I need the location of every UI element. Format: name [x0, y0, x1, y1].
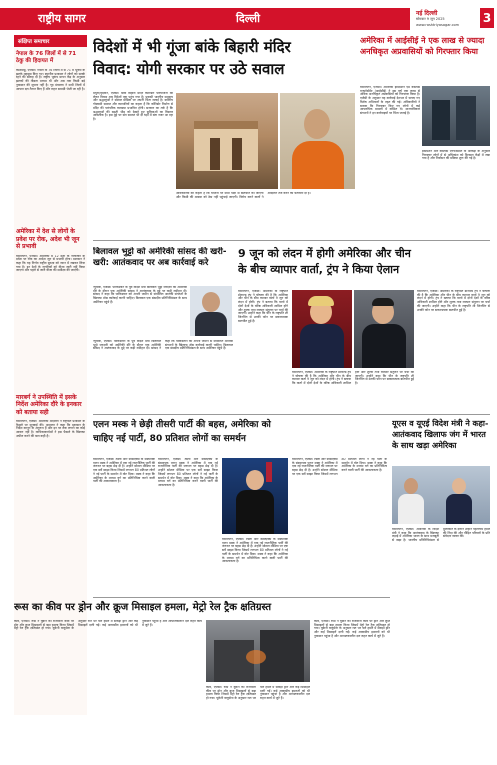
- right-story-body2: इमिग्रेशन और कस्टम्स एनफोर्समेंट के आंकड़ों के अनुसार गिरफ्तार लोगों में से अधिकांश को हिरासत केंद्रों में रखा गया है और निर्वासन की प्रक्रिया शुरू की गई है।: [422, 150, 490, 161]
- trade-body-right: वाशिंगटन, एजेंसी। अमेरिका के राष्ट्रपति डोनाल्ड ट्रंप ने घोषणा की है कि अमेरिका और चीन के बीच व्यापार वार्ता 9 जून को लंदन में होगी। ट्रंप ने बताया कि वार्ता में दोनों देशों के वरिष्ठ अधिकारी शामिल होंगे और शुल्क तथा व्यापार संतुलन पर चर्चा की जाएगी। उन्होंने कहा कि चीन के राष्ट्रपति शी जिनपिंग से उनकी फोन पर सकारात्मक बातचीत हुई है।: [417, 290, 490, 312]
- temple-photo: [176, 93, 278, 189]
- dateline-date: सोमवार 9 जून 2025: [416, 17, 445, 21]
- musk-body-2: वाशिंगटन, एजेंसी। टेस्ला और स्पेसएक्स के संस्थापक एलन मस्क ने अमेरिका में एक नई राजनीतिक पार्टी की जरूरत पर बहस छेड़ दी है। उन्होंने सोशल मीडिया पर एक सर्वे साझा किया जिसमें लगभग 80 प्रतिशत लोगों ने नई पार्टी के समर्थन में वोट दिया। मस्क ने कहा कि अमेरिका के मध्यम वर्ग का प्रतिनिधित्व करने वाली पार्टी की आवश्यकता है।: [158, 458, 218, 487]
- dateline-city: नई दिल्ली: [416, 10, 438, 17]
- bilawal-body: न्यूयॉर्क, एजेंसी। पाकिस्तान के पूर्व विदेश मंत्री बिलावल भुट्टो जरदारी को अमेरिकी दौरे के दौरान एक अमेरिकी सांसद ने आतंकवाद के मुद्दे पर कड़ी नसीहत दी। सांसद ने कहा कि पाकिस्तान को अपनी जमीन से संचालित आतंकी संगठनों के खिलाफ ठोस कार्रवाई करनी चाहिए। बिलावल एक संसदीय प्रतिनिधिमंडल के साथ अमेरिका पहुंचे हैं।: [93, 286, 187, 304]
- ice-photo: [422, 86, 490, 146]
- musk-headline: [93, 418, 383, 454]
- trade-headline-line1: 9 जून को लंदन में होगी अमेरिका और चीन: [238, 247, 411, 260]
- musk-body-3: वाशिंगटन, एजेंसी। टेस्ला और स्पेसएक्स के संस्थापक एलन मस्क ने अमेरिका में एक नई राजनीतिक पार्टी की जरूरत पर बहस छेड़ दी है। उन्होंने सोशल मीडिया पर एक सर्वे साझा किया जिसमें लगभग 80 प्रतिशत लोगों ने नई पार्टी के समर्थन में वोट दिया। मस्क ने कहा कि अमेरिका के मध्यम वर्ग का प्रतिनिधित्व करने वाली पार्टी की आवश्यकता है।: [222, 538, 288, 564]
- right-story-body: वाशिंगटन, एजेंसी। अमेरिकी इमिग्रेशन एंड कस्टम्स एनफोर्समेंट (आईसीई) ने इस वर्ष एक लाख से अधिक अनधिकृत अप्रवासियों को गिरफ्तार किया है। एजेंसी के अनुसार यह कार्रवाई देशभर में चलाए गए विशेष अभियानों के तहत की गई। अधिकारियों ने बताया कि गिरफ्तार किए गए लोगों में कई आपराधिक मामलों में वांछित थे। मानवाधिकार संगठनों ने इन कार्रवाइयों पर चिंता जताई है।: [360, 86, 420, 115]
- edition-name: दिल्ली: [236, 12, 260, 25]
- right-story-headline: अमेरिका में आईसीई ने एक लाख से ज्यादा अनधिकृत अप्रवासियों को गिरफ्तार किया: [360, 36, 485, 56]
- brand-name: राष्ट्रीय सागर: [38, 12, 86, 25]
- trade-headline-line2: के बीच व्यापार वार्ता, ट्रंप ने किया ऐलान: [238, 263, 400, 276]
- lead-headline-line2: विवाद: योगी सरकार पर उठे सवाल: [93, 60, 285, 78]
- sidebar-story1-headline: नेपाल के 76 जिलों में से 71 ठेकु की हिदायत में: [16, 51, 77, 64]
- page-number: 3: [480, 8, 494, 28]
- russia-body-3: कीव, एजेंसी। रूस ने यूक्रेन की राजधानी कीव पर ड्रोन और क्रूज मिसाइलों से बड़ा हमला किया जिसमें मेट्रो रेल ट्रैक क्षतिग्रस्त हो गया। यूक्रेनी वायुसेना के अनुसार रात भर चले हमले में सैकड़ों ड्रोन और कई मिसाइलें दागी गईं। कई आवासीय इमारतों को भी नुकसान पहुंचा है और आपातकालीन दल राहत कार्य में जुटे हैं।: [314, 620, 390, 638]
- russia-body-2: कीव, एजेंसी। रूस ने यूक्रेन की राजधानी कीव पर ड्रोन और क्रूज मिसाइलों से बड़ा हमला किया जिसमें मेट्रो रेल ट्रैक क्षतिग्रस्त हो गया। यूक्रेनी वायुसेना के अनुसार रात भर चले हमले में सैकड़ों ड्रोन और कई मिसाइलें दागी गईं। कई आवासीय इमारतों को भी नुकसान पहुंचा है और आपातकालीन दल राहत कार्य में जुटे हैं।: [206, 686, 310, 701]
- musk-headline-line2: चाहिए नई पार्टी, 80 प्रतिशत लोगों का समर्थन: [93, 434, 246, 444]
- uae-body: वाशिंगटन, एजेंसी। अमेरिका के विदेश मंत्री ने कहा कि आतंकवाद के खिलाफ लड़ाई में अमेरिका भारत के साथ मजबूती से खड़ा है। भारतीय प्रतिनिधिमंडल से मुलाकात के दौरान उन्होंने पहलगाम हमले की निंदा की और पीड़ित परिवारों के प्रति संवेदना व्यक्त की।: [392, 528, 490, 543]
- sidebar-story3-headline: मारबर्ग ने उपस्थिति में इसके निर्देश अमेरिका दौरे के इनकार को बताया सही: [16, 393, 82, 416]
- sidebar-story1-body: काठमांडू, एजेंसी। नेपाल के 76 जिलों में से 71 में भूकंप के झटके महसूस किए गए। स्थानीय प्रशासन ने लोगों को सतर्क रहने की सलाह दी है। राष्ट्रीय भूकंप मापन केंद्र के अनुसार झटकों की तीव्रता मध्यम थी और अब तक किसी बड़े नुकसान की सूचना नहीं है। गृह मंत्रालय ने सभी जिलों में आपात दल तैनात किए हैं और राहत सामग्री भेजी जा रही है।: [16, 69, 85, 91]
- bilawal-photo: [190, 286, 232, 336]
- sidebar-story2-headline: अमेरिका में देश से लोगों के प्रवेश पर रोक, अदेश भी जून से प्रभावी: [16, 228, 80, 250]
- trade-body: वाशिंगटन, एजेंसी। अमेरिका के राष्ट्रपति डोनाल्ड ट्रंप ने घोषणा की है कि अमेरिका और चीन के बीच व्यापार वार्ता 9 जून को लंदन में होगी। ट्रंप ने बताया कि वार्ता में दोनों देशों के वरिष्ठ अधिकारी शामिल होंगे और शुल्क तथा व्यापार संतुलन पर चर्चा की जाएगी। उन्होंने कहा कि चीन के राष्ट्रपति शी जिनपिंग से उनकी फोन पर सकारात्मक बातचीत हुई है।: [238, 290, 288, 323]
- lead-body-continued: अधिकारियों का कहना है कि योजना पर सभी पक्षों से बातचीत की जाएगी और किसी की आस्था को ठेस नहीं पहुंचाई जाएगी। विरोध करने वालों ने आंदोलन तेज करने की चेतावनी दी है।: [176, 192, 311, 199]
- uae-headline: यूएस व यूएई विदेश मंत्री ने कहा- आतंकवाद खिलाफ जंग में भारत के साथ खड़ा अमेरिका: [392, 419, 489, 450]
- musk-headline-line1: एलन मस्क ने छेड़ी तीसरी पार्टी की बहस, अमेरिका को: [93, 420, 271, 430]
- russia-headline: रूस का कीव पर ड्रोन और क्रूज मिसाइल हमला, मेट्रो रेल ट्रैक क्षतिग्रस्त: [14, 602, 272, 613]
- lead-headline-line1: विदेशों में भी गूंजा बांके बिहारी मंदिर: [93, 38, 291, 56]
- yogi-photo: [280, 93, 355, 189]
- musk-body-4: वाशिंगटन, एजेंसी। टेस्ला और स्पेसएक्स के संस्थापक एलन मस्क ने अमेरिका में एक नई राजनीतिक पार्टी की जरूरत पर बहस छेड़ दी है। उन्होंने सोशल मीडिया पर एक सर्वे साझा किया जिसमें लगभग 80 प्रतिशत लोगों ने नई पार्टी के समर्थन में वोट दिया। मस्क ने कहा कि अमेरिका के मध्यम वर्ग का प्रतिनिधित्व करने वाली पार्टी की आवश्यकता है।: [292, 458, 387, 476]
- uae-photo: [392, 466, 490, 524]
- bilawal-body-continued: न्यूयॉर्क, एजेंसी। पाकिस्तान के पूर्व विदेश मंत्री बिलावल भुट्टो जरदारी को अमेरिकी दौरे के दौरान एक अमेरिकी सांसद ने आतंकवाद के मुद्दे पर कड़ी नसीहत दी। सांसद ने कहा कि पाकिस्तान को अपनी जमीन से संचालित आतंकी संगठनों के खिलाफ ठोस कार्रवाई करनी चाहिए। बिलावल एक संसदीय प्रतिनिधिमंडल के साथ अमेरिका पहुंचे हैं।: [93, 340, 233, 351]
- xi-photo: [354, 290, 414, 368]
- trump-photo: [292, 290, 352, 368]
- lead-headline: [93, 36, 355, 88]
- sidebar-story3-body: वाशिंगटन, एजेंसी। अमेरिकी अदालत ने राष्ट्रपति प्रशासन के फैसले पर सुनवाई की। अदालत ने कहा कि प्रशासन के निर्देश कानून के अनुरूप हैं और इन पर रोक लगाने का कोई आधार नहीं है। याचिकाकर्ताओं ने इस फैसले के खिलाफ अपील करने की बात कही है।: [16, 420, 85, 438]
- trade-headline: [238, 246, 490, 286]
- russia-body: कीव, एजेंसी। रूस ने यूक्रेन की राजधानी कीव पर ड्रोन और क्रूज मिसाइलों से बड़ा हमला किया जिसमें मेट्रो रेल ट्रैक क्षतिग्रस्त हो गया। यूक्रेनी वायुसेना के अनुसार रात भर चले हमले में सैकड़ों ड्रोन और कई मिसाइलें दागी गईं। कई आवासीय इमारतों को भी नुकसान पहुंचा है और आपातकालीन दल राहत कार्य में जुटे हैं।: [14, 620, 202, 631]
- musk-photo: [222, 458, 288, 534]
- musk-body: वाशिंगटन, एजेंसी। टेस्ला और स्पेसएक्स के संस्थापक एलन मस्क ने अमेरिका में एक नई राजनीतिक पार्टी की जरूरत पर बहस छेड़ दी है। उन्होंने सोशल मीडिया पर एक सर्वे साझा किया जिसमें लगभग 80 प्रतिशत लोगों ने नई पार्टी के समर्थन में वोट दिया। मस्क ने कहा कि अमेरिका के मध्यम वर्ग का प्रतिनिधित्व करने वाली पार्टी की आवश्यकता है।: [93, 458, 155, 484]
- sidebar-story2-body: वाशिंगटन, एजेंसी। अमेरिका में 12 देशों के नागरिकों के प्रवेश पर रोक का आदेश जून से प्रभावी होगा। प्रशासन ने कहा कि यह निर्णय राष्ट्रीय सुरक्षा को ध्यान में रखकर लिया गया है। इन देशों के नागरिकों को वीजा जारी नहीं किया जाएगा और पहले से जारी वीजा की समीक्षा की जाएगी।: [16, 254, 85, 273]
- trade-body-bottom: वाशिंगटन, एजेंसी। अमेरिका के राष्ट्रपति डोनाल्ड ट्रंप ने घोषणा की है कि अमेरिका और चीन के बीच व्यापार वार्ता 9 जून को लंदन में होगी। ट्रंप ने बताया कि वार्ता में दोनों देशों के वरिष्ठ अधिकारी शामिल होंगे और शुल्क तथा व्यापार संतुलन पर चर्चा की जाएगी। उन्होंने कहा कि चीन के राष्ट्रपति शी जिनपिंग से उनकी फोन पर सकारात्मक बातचीत हुई है।: [292, 371, 414, 386]
- kyiv-photo: [206, 620, 310, 682]
- lead-body: मथुरा/वृंदावन, एजेंसी। बांके बिहारी मंदिर कॉरिडोर परियोजना को लेकर विवाद अब विदेशों तक पहुंच गया है। प्रवासी भारतीय समुदाय और श्रद्धालुओं ने सोशल मीडिया पर अपनी चिंता जताई है। स्थानीय गोस्वामी समाज और व्यापारियों का कहना है कि कॉरिडोर निर्माण से मंदिर की पारंपरिक व्यवस्था प्रभावित होगी। सरकार का तर्क है कि श्रद्धालुओं की बढ़ती भीड़ को देखते हुए सुविधाओं का विस्तार आवश्यक है। इस मुद्दे पर संत समाज भी दो धड़ों में बंटा नजर आ रहा है।: [93, 92, 173, 121]
- bilawal-headline: बिलावल भुट्टो को अमेरिकी सांसद की खरी-खरी: आतंकवाद पर अब कार्रवाई करे: [93, 247, 227, 268]
- sidebar-section-label: संक्षिप्त समाचार: [14, 35, 87, 47]
- website: www.rashtriyasagar.com: [416, 23, 460, 27]
- dateline-box: [410, 8, 497, 34]
